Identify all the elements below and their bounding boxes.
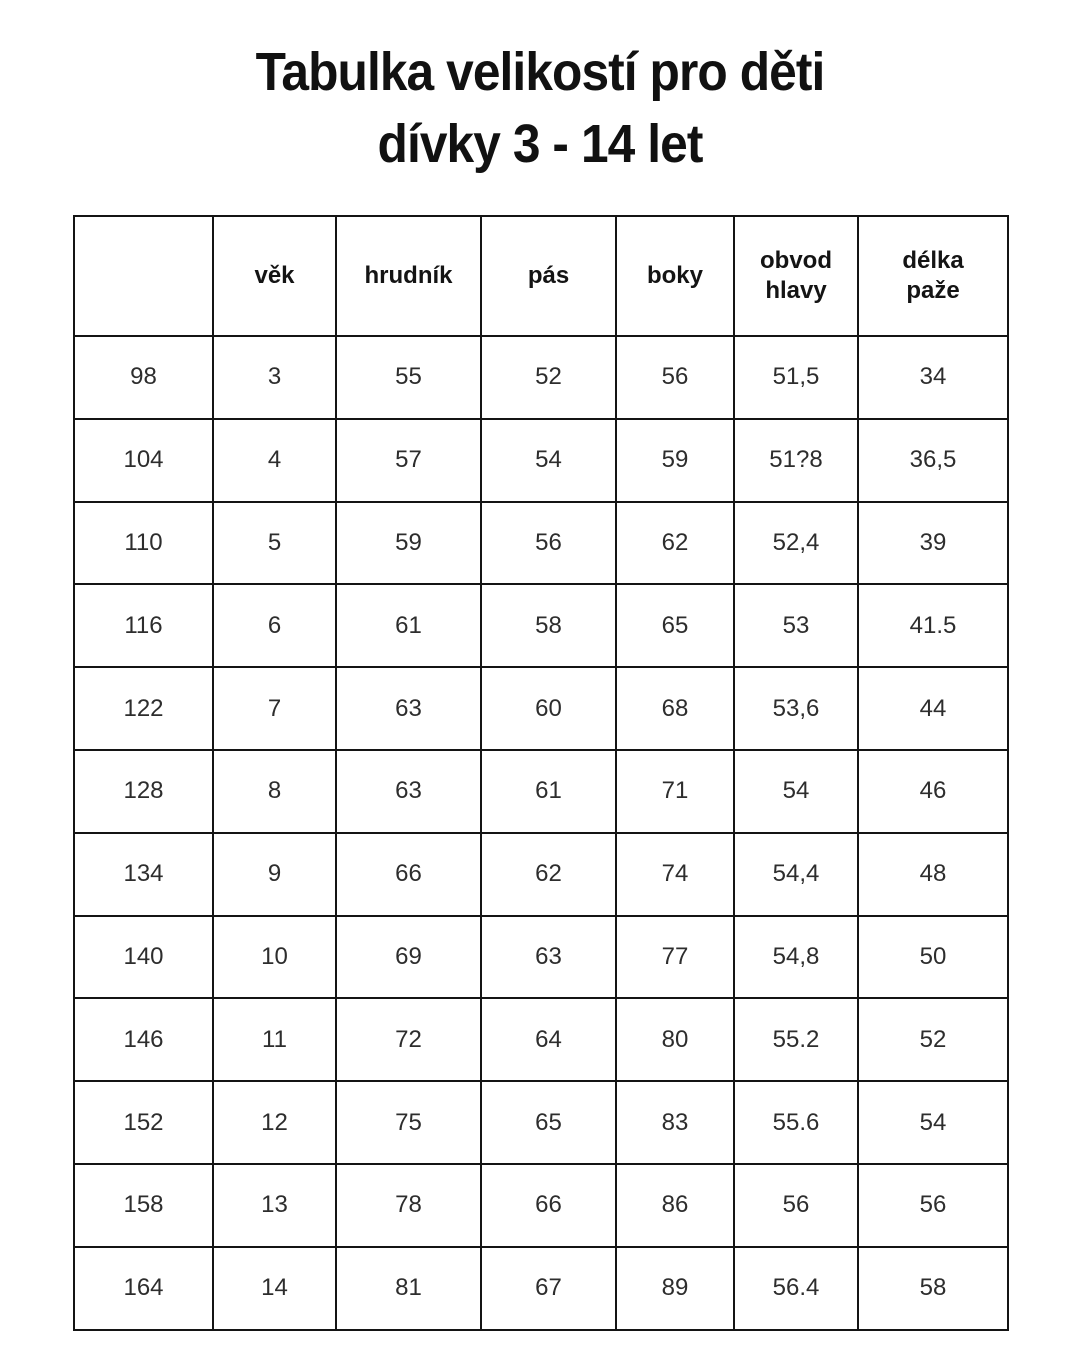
table-cell: 55.2 xyxy=(734,998,858,1081)
table-cell: 61 xyxy=(336,584,481,667)
table-row xyxy=(74,998,1008,1081)
table-cell: 8 xyxy=(213,750,336,833)
size-table-header xyxy=(74,216,1008,336)
table-cell: 104 xyxy=(74,419,213,502)
table-cell: 75 xyxy=(336,1081,481,1164)
table-cell: 61 xyxy=(481,750,616,833)
table-cell: 6 xyxy=(213,584,336,667)
page-title-line2: dívky 3 - 14 let xyxy=(377,114,703,174)
table-row xyxy=(74,667,1008,750)
table-row xyxy=(74,1081,1008,1164)
table-cell: 66 xyxy=(481,1164,616,1247)
table-cell: 51?8 xyxy=(734,419,858,502)
table-cell: 53,6 xyxy=(734,667,858,750)
table-cell: 4 xyxy=(213,419,336,502)
table-cell: 152 xyxy=(74,1081,213,1164)
header-cell-label: boky xyxy=(646,262,703,289)
header-row xyxy=(74,216,1008,336)
table-cell: 3 xyxy=(213,336,336,419)
header-cell-label: hrudník xyxy=(364,262,453,289)
table-cell: 72 xyxy=(336,998,481,1081)
table-cell: 64 xyxy=(481,998,616,1081)
table-cell: 57 xyxy=(336,419,481,502)
header-cell xyxy=(336,216,481,336)
table-cell: 52,4 xyxy=(734,502,858,585)
table-cell: 36,5 xyxy=(858,419,1008,502)
table-cell: 13 xyxy=(213,1164,336,1247)
table-row xyxy=(74,502,1008,585)
table-cell: 52 xyxy=(481,336,616,419)
header-cell-label: délka paže xyxy=(902,247,964,304)
table-cell: 78 xyxy=(336,1164,481,1247)
table-cell: 54 xyxy=(858,1081,1008,1164)
table-cell: 58 xyxy=(858,1247,1008,1330)
table-cell: 59 xyxy=(616,419,734,502)
page-title xyxy=(0,36,1080,180)
table-cell: 58 xyxy=(481,584,616,667)
header-cell-label: věk xyxy=(254,262,295,289)
table-row xyxy=(74,584,1008,667)
table-cell: 67 xyxy=(481,1247,616,1330)
table-cell: 110 xyxy=(74,502,213,585)
table-cell: 54,4 xyxy=(734,833,858,916)
header-cell xyxy=(481,216,616,336)
table-cell: 68 xyxy=(616,667,734,750)
table-cell: 56 xyxy=(858,1164,1008,1247)
table-cell: 9 xyxy=(213,833,336,916)
table-cell: 51,5 xyxy=(734,336,858,419)
table-cell: 98 xyxy=(74,336,213,419)
table-cell: 134 xyxy=(74,833,213,916)
table-cell: 39 xyxy=(858,502,1008,585)
table-cell: 48 xyxy=(858,833,1008,916)
table-cell: 63 xyxy=(336,750,481,833)
table-cell: 14 xyxy=(213,1247,336,1330)
table-cell: 71 xyxy=(616,750,734,833)
table-cell: 63 xyxy=(481,916,616,999)
table-cell: 11 xyxy=(213,998,336,1081)
table-cell: 55 xyxy=(336,336,481,419)
table-cell: 54 xyxy=(734,750,858,833)
header-cell xyxy=(74,216,213,336)
table-cell: 77 xyxy=(616,916,734,999)
table-row xyxy=(74,833,1008,916)
table-cell: 56 xyxy=(616,336,734,419)
table-cell: 52 xyxy=(858,998,1008,1081)
size-table xyxy=(73,215,1009,1331)
table-cell: 41.5 xyxy=(858,584,1008,667)
table-cell: 55.6 xyxy=(734,1081,858,1164)
table-cell: 7 xyxy=(213,667,336,750)
table-cell: 54 xyxy=(481,419,616,502)
table-cell: 10 xyxy=(213,916,336,999)
size-table-body xyxy=(74,336,1008,1330)
table-cell: 62 xyxy=(616,502,734,585)
table-row xyxy=(74,916,1008,999)
table-cell: 65 xyxy=(481,1081,616,1164)
table-row xyxy=(74,1164,1008,1247)
table-cell: 63 xyxy=(336,667,481,750)
table-cell: 69 xyxy=(336,916,481,999)
table-cell: 53 xyxy=(734,584,858,667)
table-cell: 83 xyxy=(616,1081,734,1164)
table-cell: 86 xyxy=(616,1164,734,1247)
header-cell xyxy=(213,216,336,336)
header-cell-label: pás xyxy=(527,262,570,289)
table-cell: 60 xyxy=(481,667,616,750)
table-cell: 146 xyxy=(74,998,213,1081)
table-cell: 54,8 xyxy=(734,916,858,999)
page-title-line1: Tabulka velikostí pro děti xyxy=(255,42,825,102)
table-cell: 34 xyxy=(858,336,1008,419)
table-cell: 66 xyxy=(336,833,481,916)
table-cell: 44 xyxy=(858,667,1008,750)
table-cell: 56.4 xyxy=(734,1247,858,1330)
table-cell: 116 xyxy=(74,584,213,667)
table-cell: 12 xyxy=(213,1081,336,1164)
table-cell: 80 xyxy=(616,998,734,1081)
table-cell: 164 xyxy=(74,1247,213,1330)
table-cell: 59 xyxy=(336,502,481,585)
header-cell xyxy=(734,216,858,336)
table-cell: 89 xyxy=(616,1247,734,1330)
table-cell: 62 xyxy=(481,833,616,916)
table-cell: 50 xyxy=(858,916,1008,999)
table-cell: 5 xyxy=(213,502,336,585)
table-cell: 140 xyxy=(74,916,213,999)
table-cell: 74 xyxy=(616,833,734,916)
table-cell: 56 xyxy=(481,502,616,585)
header-cell xyxy=(616,216,734,336)
header-cell xyxy=(858,216,1008,336)
table-cell: 122 xyxy=(74,667,213,750)
table-cell: 158 xyxy=(74,1164,213,1247)
table-cell: 81 xyxy=(336,1247,481,1330)
table-cell: 46 xyxy=(858,750,1008,833)
table-cell: 56 xyxy=(734,1164,858,1247)
table-row xyxy=(74,1247,1008,1330)
table-row xyxy=(74,419,1008,502)
table-row xyxy=(74,336,1008,419)
table-row xyxy=(74,750,1008,833)
table-cell: 65 xyxy=(616,584,734,667)
header-cell-label: obvod hlavy xyxy=(760,247,832,304)
table-cell: 128 xyxy=(74,750,213,833)
